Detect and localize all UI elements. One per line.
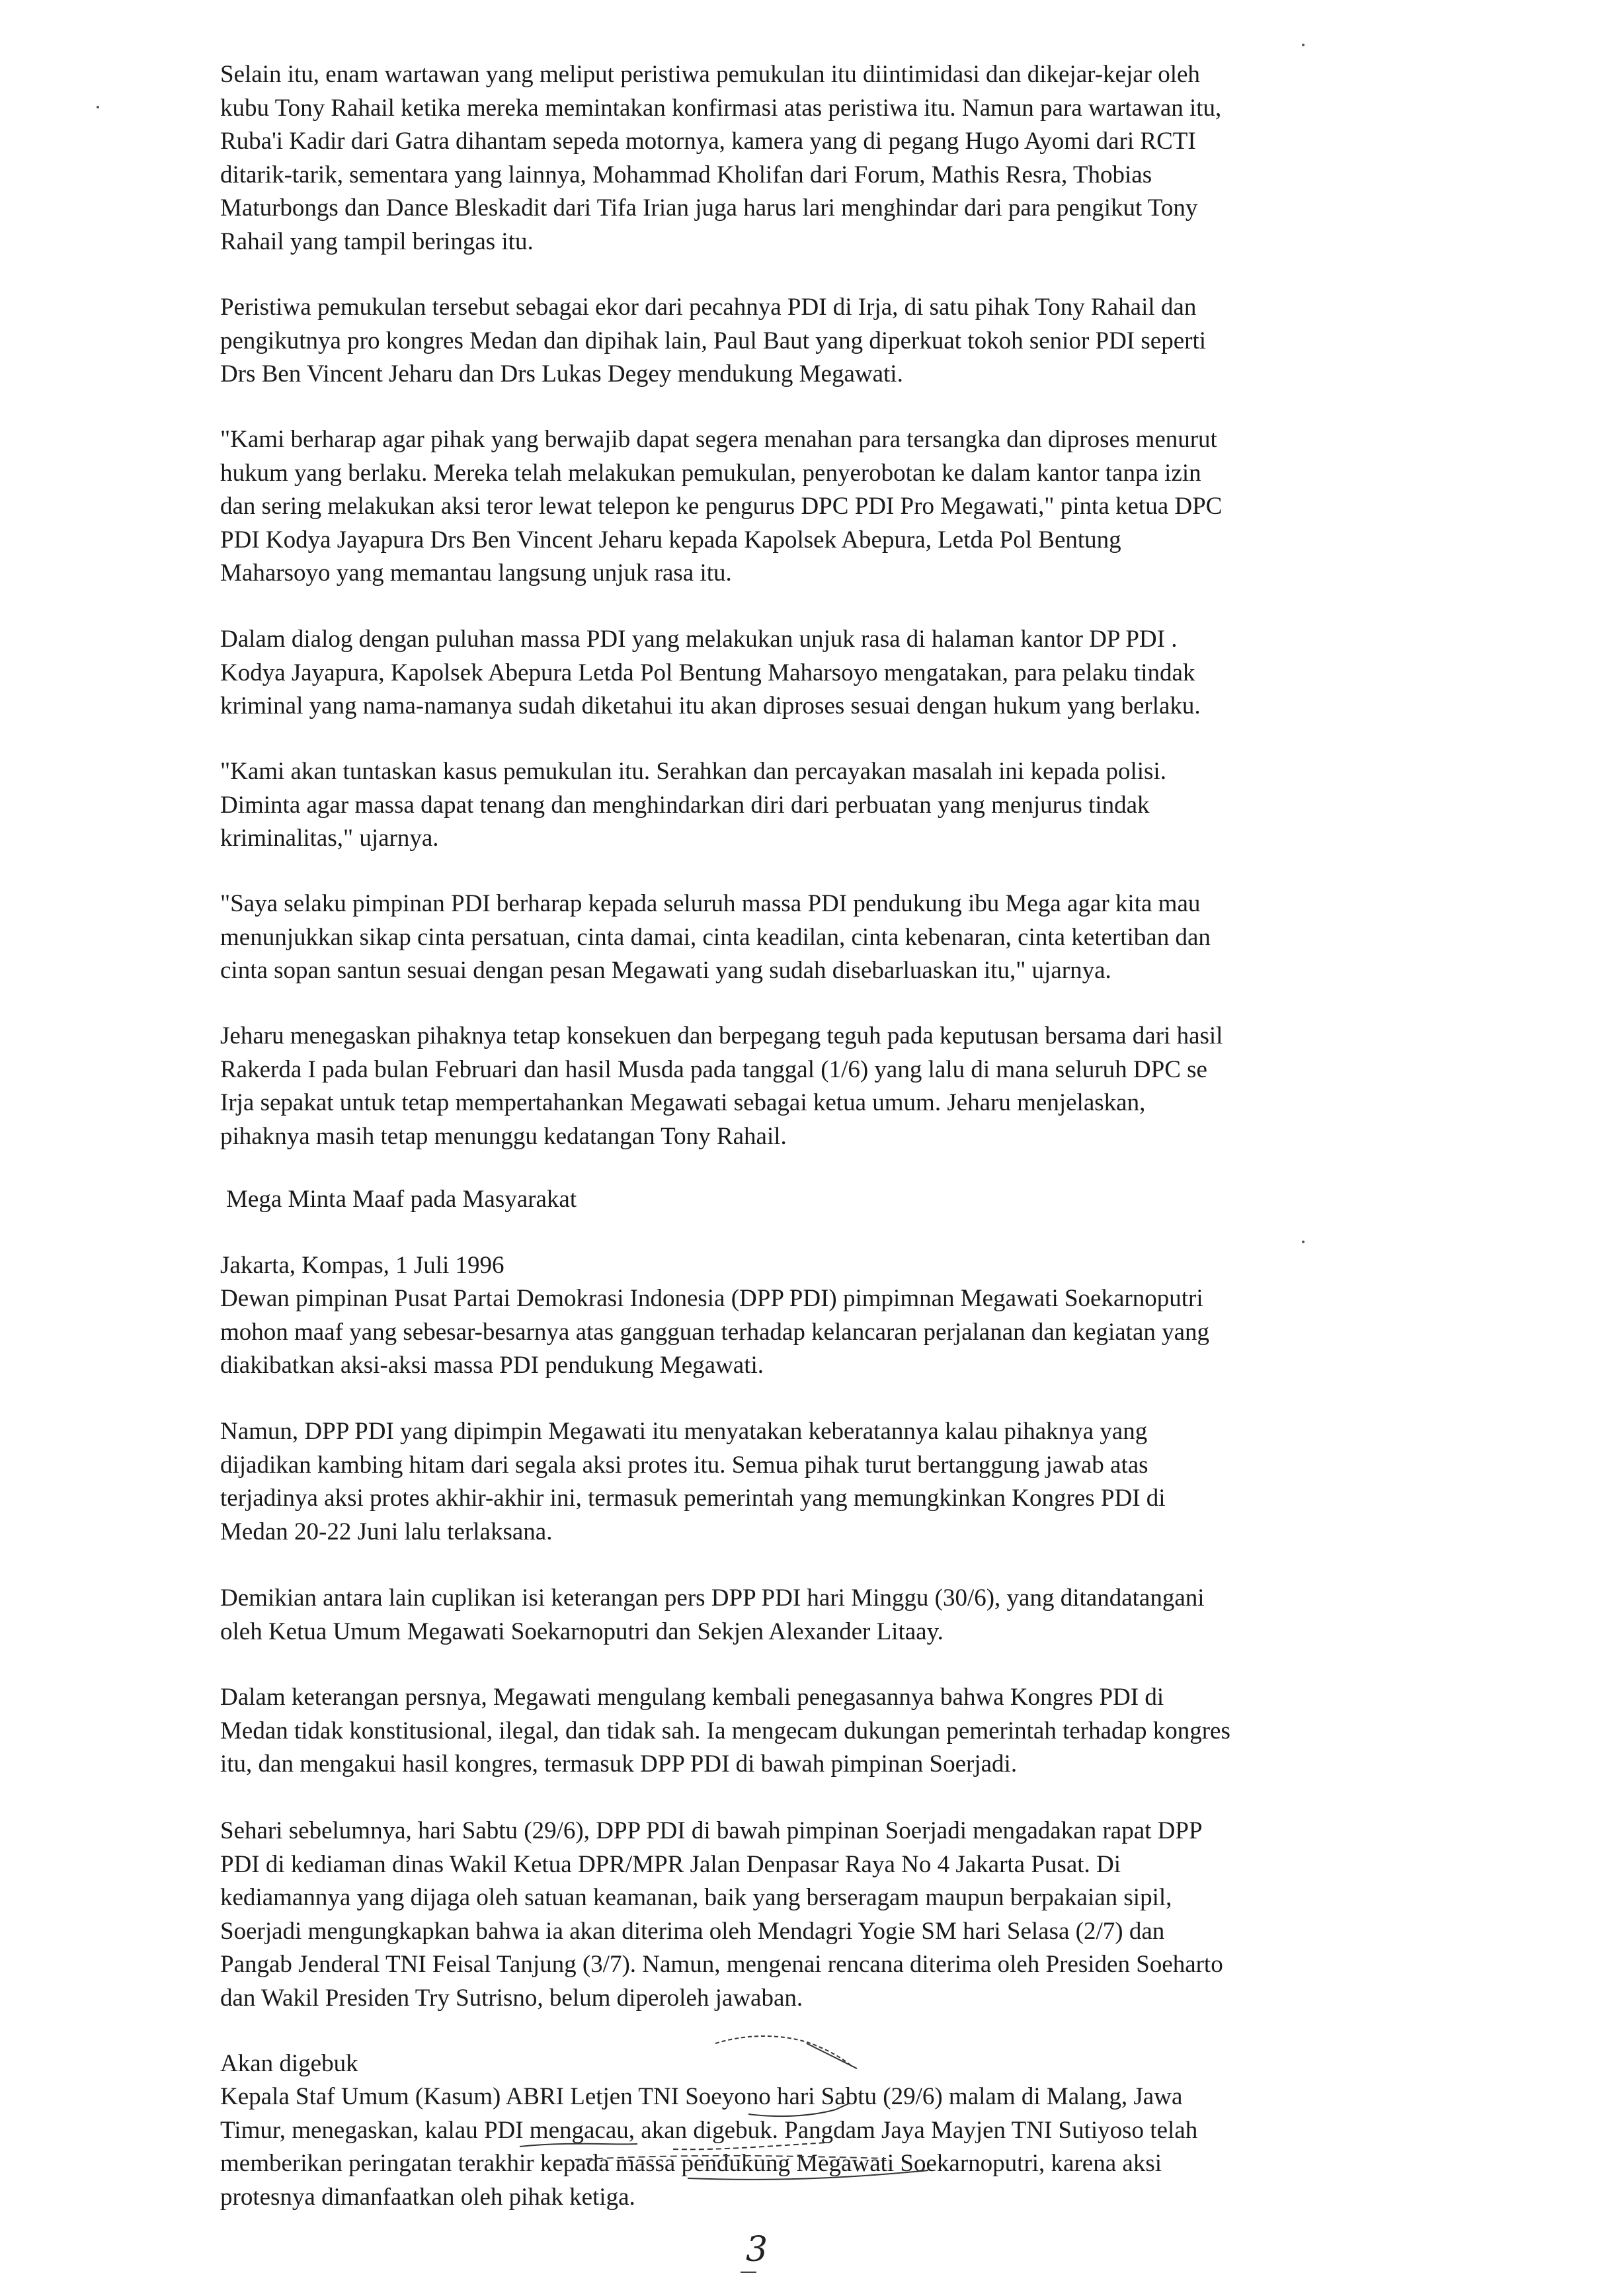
paragraph-pdi-split: Peristiwa pemukulan tersebut sebagai ekor dari pecahnya PDI di Irja, di satu pihak Tony Rahail dan pengikutnya pro kongres Medan dan dipihak lain, Paul Baut yang diperkuat tokoh senior PDI seperti Drs Ben Vincent Jeharu dan Drs Lukas Degey mendukung Megawati. bbox=[220, 294, 1207, 388]
dateline: Jakarta, Kompas, 1 Juli 1996 bbox=[220, 1252, 504, 1279]
paragraph-jeharu-quote: "Kami berharap agar pihak yang berwajib dapat segera menahan para tersangka dan diproses menurut hukum yang berlaku. Mereka telah melakukan pemukulan, penyerobotan ke dalam kantor tanpa izin dan sering melakukan aksi teror lewat telepon ke pengurus DPC PDI Pro Megawati," pinta ketua DPC PDI Kodya Jayapura Drs Ben Vincent Jeharu kepada Kapolsek Abepura, Letda Pol Bentung Maharsoyo yang memantau langsung unjuk rasa itu. bbox=[220, 426, 1223, 587]
paragraph-dpp-apology: Dewan pimpinan Pusat Partai Demokrasi Indonesia (DPP PDI) pimpimnan Megawati Soekarnoputri mohon maaf yang sebesar-besarnya atas gangguan terhadap kelancaran perjalanan dan kegiatan yang diakibatkan aksi-aksi massa PDI pendukung Megawati. bbox=[220, 1285, 1210, 1379]
section-title: Mega Minta Maaf pada Masyarakat bbox=[226, 1186, 577, 1213]
page-number: 3 bbox=[746, 2230, 768, 2270]
paragraph-journalists-intimidated: Selain itu, enam wartawan yang meliput peristiwa pemukulan itu diintimidasi dan dikejar-kejar oleh kubu Tony Rahail ketika mereka memintakan konfirmasi atas peristiwa itu. Namun para wartawan itu, Ruba'i Kadir dari Gatra dihantam sepeda motornya, kamera yang di pegang Hugo Ayomi dari RCTI ditarik-tarik, sementara yang lainnya, Mohammad Kholifan dari Forum, Mathis Resra, Thobias Maturbongs dan Dance Bleskadit dari Tifa Irian juga harus lari menghindar dari para pengikut Tony Rahail yang tampil beringas itu. bbox=[220, 61, 1222, 255]
paragraph-police-quote: "Kami akan tuntaskan kasus pemukulan itu. Serahkan dan percayakan masalah ini kepada polisi. Diminta agar massa dapat tenang dan menghindarkan diri dari perbuatan yang menjurus tindak kriminalitas," ujarnya. bbox=[220, 758, 1166, 852]
paragraph-soerjadi-meeting: Sehari sebelumnya, hari Sabtu (29/6), DPP PDI di bawah pimpinan Soerjadi mengadakan rapat DPP PDI di kediaman dinas Wakil Ketua DPR/MPR Jalan Denpasar Raya No 4 Jakarta Pusat. Di kediamannya yang dijaga oleh satuan keamanan, baik yang berseragam maupun berpakaian sipil, Soerjadi mengungkapkan bahwa ia akan diterima oleh Mendagri Yogie SM hari Selasa (2/7) dan Pangab Jenderal TNI Feisal Tanjung (3/7). Namun, mengenai rencana diterima oleh Presiden Soeharto dan Wakil Presiden Try Sutrisno, belum diperoleh jawaban. bbox=[220, 1817, 1223, 2012]
subheading: Akan digebuk bbox=[220, 2050, 358, 2077]
paragraph-press-statement: Demikian antara lain cuplikan isi keterangan pers DPP PDI hari Minggu (30/6), yang ditandatangani oleh Ketua Umum Megawati Soekarnoputri dan Sekjen Alexander Litaay. bbox=[220, 1584, 1205, 1645]
paragraph-abri-warning: Kepala Staf Umum (Kasum) ABRI Letjen TNI Soeyono hari Sabtu (29/6) malam di Malang, Jawa Timur, menegaskan, kalau PDI mengacau, akan digebuk. Pangdam Jaya Mayjen TNI Sutiyoso telah memberikan peringatan terakhir kepada massa pendukung Megawati Soekarnoputri, karena aksi protesnya dimanfaatkan oleh pihak ketiga. bbox=[220, 2083, 1198, 2211]
paragraph-leader-appeal: "Saya selaku pimpinan PDI berharap kepada seluruh massa PDI pendukung ibu Mega agar kita mau menunjukkan sikap cinta persatuan, cinta damai, cinta keadilan, cinta kebenaran, cinta ketertiban dan cinta sopan santun sesuai dengan pesan Megawati yang sudah disebarluaskan itu," ujarnya. bbox=[220, 890, 1211, 984]
paragraph-jeharu-position: Jeharu menegaskan pihaknya tetap konsekuen dan berpegang teguh pada keputusan bersama dari hasil Rakerda I pada bulan Februari dan hasil Musda pada tanggal (1/6) yang lalu di mana seluruh DPC se Irja sepakat untuk tetap mempertahankan Megawati sebagai ketua umum. Jeharu menjelaskan, pihaknya masih tetap menunggu kedatangan Tony Rahail. bbox=[220, 1022, 1223, 1150]
paragraph-congress-illegal: Dalam keterangan persnya, Megawati mengulang kembali penegasannya bahwa Kongres PDI di Medan tidak konstitusional, ilegal, dan tidak sah. Ia mengecam dukungan pemerintah terhadap kongres itu, dan mengakui hasil kongres, termasuk DPP PDI di bawah pimpinan Soerjadi. bbox=[220, 1684, 1230, 1778]
paragraph-dialog: Dalam dialog dengan puluhan massa PDI yang melakukan unjuk rasa di halaman kantor DP PDI . Kodya Jayapura, Kapolsek Abepura Letda Pol Bentung Maharsoyo mengatakan, para pelaku tindak kriminal yang nama-namanya sudah diketahui itu akan diproses sesuai dengan hukum yang berlaku. bbox=[220, 626, 1201, 719]
paragraph-dpp-objection: Namun, DPP PDI yang dipimpin Megawati itu menyatakan keberatannya kalau pihaknya yang dijadikan kambing hitam dari segala aksi protes itu. Semua pihak turut bertanggung jawab atas terjadinya aksi protes akhir-akhir ini, termasuk pemerintah yang memungkinkan Kongres PDI di Medan 20-22 Juni lalu terlaksana. bbox=[220, 1418, 1166, 1545]
